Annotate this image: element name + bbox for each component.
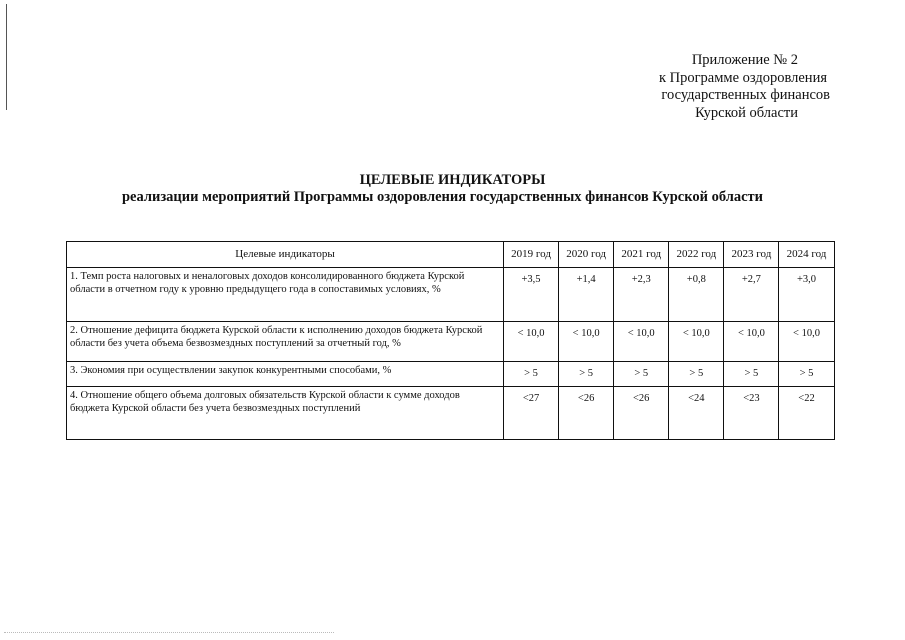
indicator-value: < 10,0 — [559, 322, 614, 362]
indicator-value: > 5 — [669, 362, 724, 387]
indicator-name: 1. Темп роста налоговых и неналоговых доходов консолидированного бюджета Курской области в отчетном году к уровню предыдущего года в сопоставимых условиях, % — [67, 268, 504, 322]
indicators-table — [66, 241, 835, 440]
indicator-value: <23 — [724, 387, 779, 440]
header-indicators: Целевые индикаторы — [67, 242, 504, 268]
indicator-name: 2. Отношение дефицита бюджета Курской области к исполнению доходов бюджета Курской области без учета объема безвозмездных поступлений за отчетный год, % — [67, 322, 504, 362]
document-title — [0, 172, 905, 206]
indicator-name: 3. Экономия при осуществлении закупок конкурентными способами, % — [67, 362, 504, 387]
indicator-value: +2,3 — [614, 268, 669, 322]
appendix-line-3: государственных финансов — [661, 87, 830, 103]
indicator-name: 4. Отношение общего объема долговых обязательств Курской области к сумме доходов бюджета Курской области без учета безвозмездных поступлений — [67, 387, 504, 440]
appendix-line-4: Курской области — [695, 104, 798, 121]
indicator-value: > 5 — [504, 362, 559, 387]
header-year-2024: 2024 год — [779, 242, 834, 268]
table-row — [67, 268, 835, 322]
indicator-value: +3,0 — [779, 268, 834, 322]
indicator-value: < 10,0 — [669, 322, 724, 362]
appendix-line-2: к Программе оздоровления — [658, 69, 827, 86]
title-subheading: реализации мероприятий Программы оздоровления государственных финансов Курской области — [121, 189, 764, 205]
indicator-value: < 10,0 — [724, 322, 779, 362]
header-year-2021: 2021 год — [614, 242, 669, 268]
indicator-value: <26 — [614, 387, 669, 440]
table-row — [67, 362, 835, 387]
header-year-2022: 2022 год — [669, 242, 724, 268]
indicator-value: <27 — [504, 387, 559, 440]
indicator-value: +1,4 — [559, 268, 614, 322]
indicator-value: <24 — [669, 387, 724, 440]
title-heading: ЦЕЛЕВЫЕ ИНДИКАТОРЫ — [359, 172, 546, 188]
table-header-row — [67, 242, 835, 268]
indicator-value: <22 — [779, 387, 834, 440]
indicator-value: > 5 — [779, 362, 834, 387]
scan-left-rule — [6, 4, 7, 110]
table-row — [67, 387, 835, 440]
appendix-note — [600, 52, 900, 122]
indicator-value: <26 — [559, 387, 614, 440]
indicator-value: < 10,0 — [504, 322, 559, 362]
header-year-2019: 2019 год — [504, 242, 559, 268]
indicator-value: > 5 — [724, 362, 779, 387]
table-row — [67, 322, 835, 362]
indicator-value: > 5 — [559, 362, 614, 387]
header-year-2023: 2023 год — [724, 242, 779, 268]
indicator-value: +0,8 — [669, 268, 724, 322]
appendix-line-1: Приложение № 2 — [691, 52, 798, 68]
indicator-value: +3,5 — [504, 268, 559, 322]
indicator-value: < 10,0 — [779, 322, 834, 362]
header-year-2020: 2020 год — [559, 242, 614, 268]
indicator-value: +2,7 — [724, 268, 779, 322]
indicator-value: < 10,0 — [614, 322, 669, 362]
scan-artifact — [4, 632, 334, 634]
indicator-value: > 5 — [614, 362, 669, 387]
